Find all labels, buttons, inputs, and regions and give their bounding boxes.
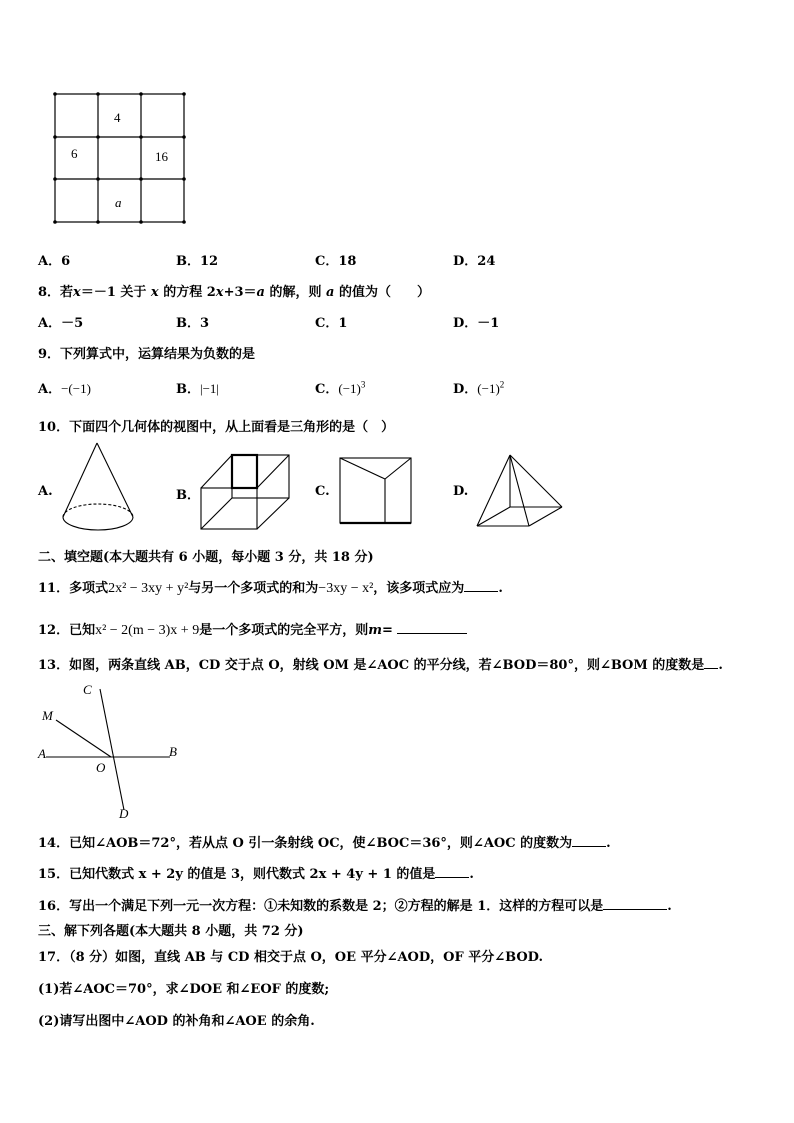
q9-option-b: B．|−1| <box>176 381 220 397</box>
q13-label-a: A <box>38 746 46 761</box>
q10-option-d-label: D. <box>453 484 469 499</box>
q7-option-b: B．12 <box>176 254 219 269</box>
q10-stem: 10．下面四个几何体的视图中，从上面看是三角形的是（ ） <box>38 420 395 435</box>
q7-option-a: A．6 <box>38 254 71 269</box>
q10-option-c-label: C. <box>315 484 330 499</box>
cuboid-figure <box>198 452 294 532</box>
q7-option-c: C．18 <box>315 254 357 269</box>
q11-stem: 11．多项式2x² − 3xy + y²与另一个多项式的和为−3xy − x²，该多项式应为 . <box>38 581 503 596</box>
q8-option-b: B．3 <box>176 316 210 331</box>
q16-stem: 16．写出一个满足下列一元一次方程：①未知数的系数是 2；②方程的解是 1．这样的方程可以是 . <box>38 899 672 914</box>
number-grid-figure <box>50 90 190 225</box>
q9-stem: 9．下列算式中，运算结果为负数的是 <box>38 347 256 362</box>
q10-option-b-label: B． <box>176 488 200 503</box>
q9-option-c: C．$(-1)^3$ <box>315 379 366 397</box>
q13-label-o: O <box>96 760 106 775</box>
grid-cell-bottom: a <box>115 195 122 210</box>
q13-label-m: M <box>42 708 53 723</box>
q8-option-a: A．－5 <box>38 316 84 331</box>
q17-stem: 17．（8 分）如图，直线 AB 与 CD 相交于点 O，OE 平分∠AOD，OF 平分∠BOD. <box>38 950 544 965</box>
q8-option-c: C．1 <box>315 316 348 331</box>
q17-part2: (2)请写出图中∠AOD 的补角和∠AOE 的余角. <box>38 1014 315 1029</box>
q7-option-d: D．24 <box>453 254 496 269</box>
q13-stem: 13．如图，两条直线 AB，CD 交于点 O，射线 OM 是∠AOC 的平分线，若∠BOD＝80°，则∠BOM 的度数是 . <box>38 658 723 673</box>
q13-label-b: B <box>169 744 177 759</box>
cone-figure <box>60 440 140 545</box>
q9-option-d: D．$(-1)^2$ <box>453 379 505 397</box>
q8-stem: 8．若x＝－1 关于 x 的方程 2x+3＝a 的解，则 a 的值为（ ） <box>38 285 430 300</box>
prism-figure <box>337 455 417 530</box>
q8-option-d: D．－1 <box>453 316 500 331</box>
q13-label-c: C <box>83 682 92 697</box>
grid-cell-top: 4 <box>114 110 121 125</box>
q10-option-a-label: A. <box>38 484 53 499</box>
grid-cell-left: 6 <box>71 146 78 161</box>
q17-part1: (1)若∠AOC＝70°，求∠DOE 和∠EOF 的度数; <box>38 982 330 997</box>
q9-option-a: A．−(−1) <box>38 381 91 397</box>
q13-label-d: D <box>119 806 129 821</box>
q12-stem: 12．已知x² − 2(m − 3)x + 9是一个多项式的完全平方，则m= <box>38 619 467 639</box>
pyramid-figure <box>474 452 570 532</box>
section2-heading: 二、填空题(本大题共有 6 小题，每小题 3 分，共 18 分) <box>38 550 374 565</box>
q14-stem: 14．已知∠AOB＝72°，若从点 O 引一条射线 OC，使∠BOC＝36°，则∠AOC 的度数为 . <box>38 836 611 851</box>
q15-stem: 15．已知代数式 x + 2y 的值是 3，则代数式 2x + 4y + 1 的值是 . <box>38 867 474 882</box>
q13-figure <box>36 680 196 825</box>
section3-heading: 三、解下列各题(本大题共 8 小题，共 72 分) <box>38 924 304 939</box>
grid-cell-right: 16 <box>155 149 168 164</box>
